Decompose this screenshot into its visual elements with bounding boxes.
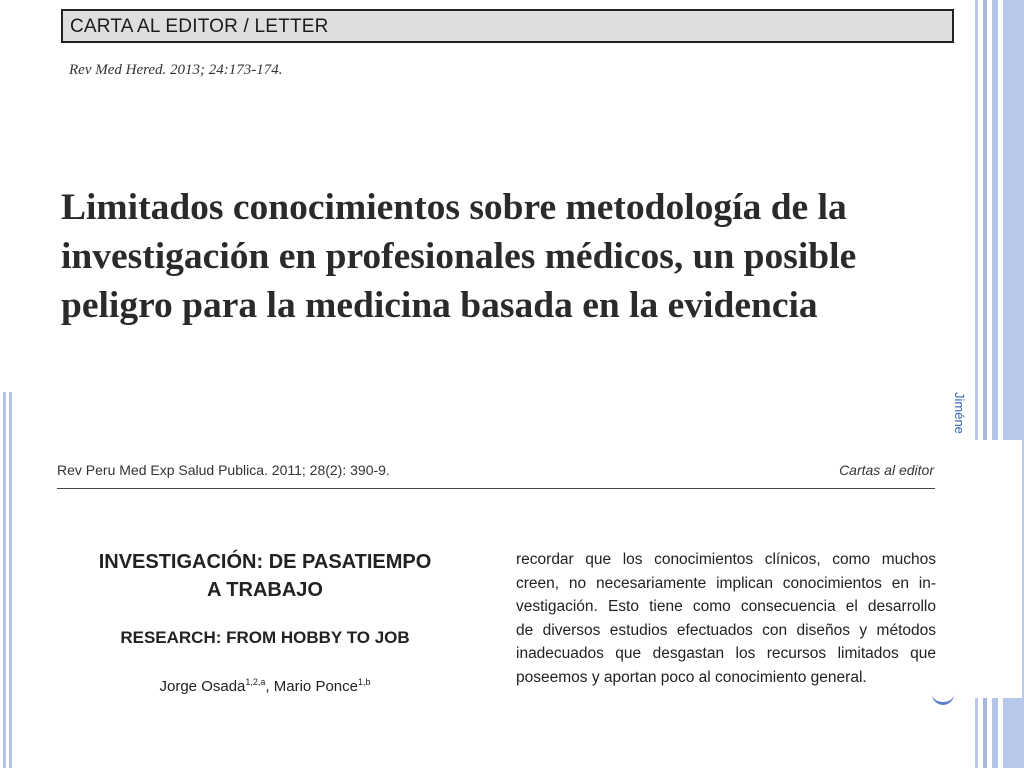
authors-line xyxy=(60,677,470,695)
article-subtitle: RESEARCH: FROM HOBBY TO JOB xyxy=(120,628,410,647)
stripe xyxy=(9,392,12,768)
body-line: inadecuados que desgastan los recursos limitados que xyxy=(516,645,936,662)
article-title-line: INVESTIGACIÓN: DE PASATIEMPO xyxy=(98,551,432,573)
horizontal-rule xyxy=(57,488,935,489)
author-affiliation: 1,2,a xyxy=(245,677,266,687)
stripe xyxy=(3,392,6,768)
article-body-text xyxy=(516,548,936,689)
author-name: Jorge Osada xyxy=(159,678,246,695)
side-author-name: Jiméne xyxy=(952,392,967,434)
body-line: recordar que los conocimientos clínicos, como muchos xyxy=(516,551,936,568)
section-label: Cartas al editor xyxy=(839,462,934,478)
author-separator: , xyxy=(265,678,274,695)
body-line: de diversos estudios efectuados con diseños y métodos xyxy=(516,621,936,639)
body-line: creen, no necesariamente implican conocimientos en in- xyxy=(516,574,936,592)
arc-decoration xyxy=(932,690,954,705)
author-name: Mario Ponce xyxy=(273,678,358,695)
journal-citation-2: Rev Peru Med Exp Salud Publica. 2011; 28(2): 390-9. xyxy=(57,462,390,478)
article-title-line: A TRABAJO xyxy=(207,579,323,601)
author-affiliation: 1,b xyxy=(357,677,371,687)
body-line: vestigación. Esto tiene como consecuencia el desarrollo xyxy=(516,598,936,615)
article-title xyxy=(60,548,470,604)
section-header-label: CARTA AL EDITOR / LETTER xyxy=(70,16,329,37)
body-line: poseemos y aportan poco al conocimiento general. xyxy=(516,668,867,686)
article-main-title: Limitados conocimientos sobre metodología de la investigación en profesionales médicos, un posible peligro para la medicina basada en la evidencia xyxy=(61,187,857,326)
section-header-box xyxy=(61,9,954,43)
journal-citation: Rev Med Hered. 2013; 24:173-174. xyxy=(69,62,283,78)
overlay-panel xyxy=(936,440,1022,698)
left-decorative-stripes xyxy=(0,392,14,768)
